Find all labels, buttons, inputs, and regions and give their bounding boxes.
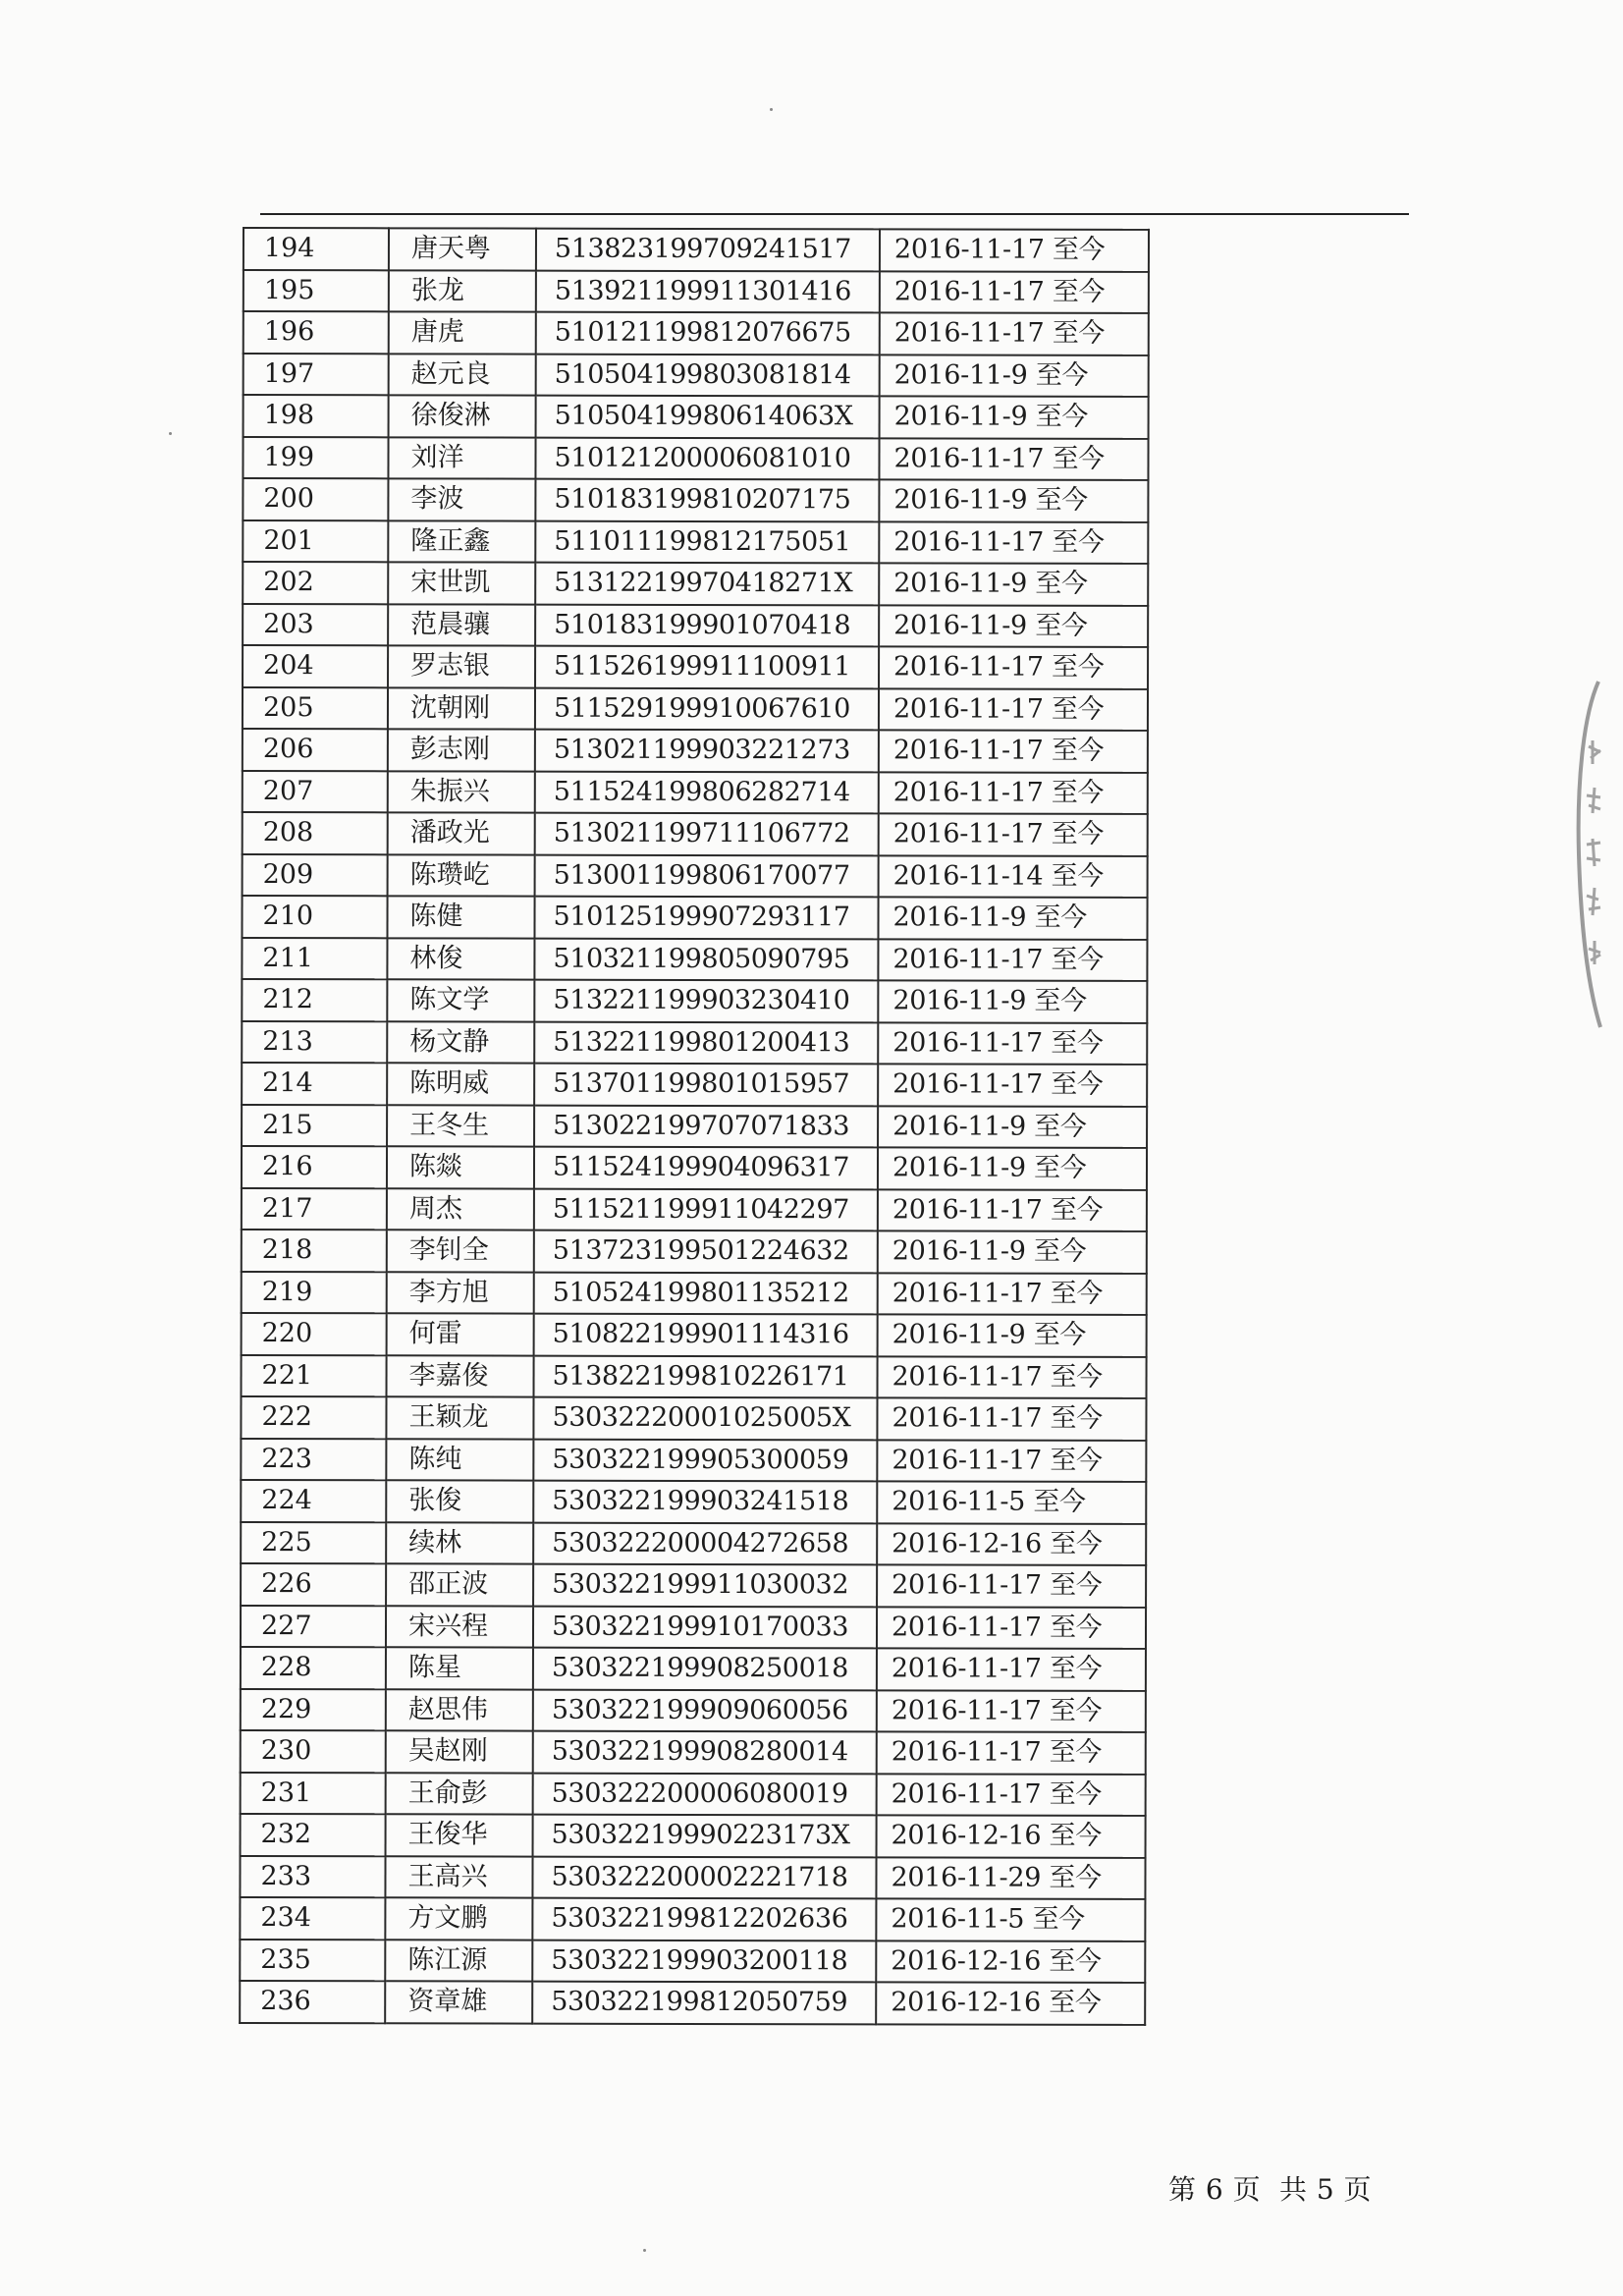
start-date: 2016-11-5 至今 bbox=[876, 1898, 1145, 1941]
person-name: 沈朝刚 bbox=[388, 687, 535, 730]
person-name: 宋世凯 bbox=[388, 562, 535, 604]
row-number: 221 bbox=[242, 1354, 387, 1396]
id-number: 513021199903221273 bbox=[535, 730, 879, 772]
id-number: 513001199806170077 bbox=[535, 854, 879, 897]
table-row bbox=[243, 354, 1149, 397]
start-date: 2016-12-16 至今 bbox=[876, 1982, 1145, 2024]
start-date: 2016-11-9 至今 bbox=[880, 396, 1149, 438]
id-number: 53032219990223173X bbox=[533, 1815, 877, 1857]
id-number: 510822199901114316 bbox=[534, 1314, 878, 1356]
row-number: 208 bbox=[243, 812, 388, 854]
row-number: 231 bbox=[241, 1772, 386, 1814]
row-number: 197 bbox=[243, 354, 389, 396]
row-number: 199 bbox=[243, 437, 388, 479]
id-number: 510183199810207175 bbox=[535, 479, 879, 521]
person-name: 陈明威 bbox=[387, 1063, 534, 1105]
id-number: 513022199707071833 bbox=[534, 1105, 878, 1147]
row-number: 210 bbox=[242, 896, 387, 938]
person-name: 资章雄 bbox=[385, 1981, 532, 2023]
table-row bbox=[241, 1688, 1146, 1731]
id-number: 511521199911042297 bbox=[534, 1188, 878, 1230]
person-name: 唐天粤 bbox=[389, 228, 536, 270]
id-number: 51050419980614063X bbox=[536, 396, 880, 438]
person-name: 潘政光 bbox=[388, 812, 535, 854]
table-row bbox=[241, 1772, 1146, 1815]
person-name: 方文鹏 bbox=[385, 1897, 532, 1940]
start-date: 2016-11-9 至今 bbox=[879, 605, 1148, 647]
row-number: 220 bbox=[242, 1313, 387, 1355]
scan-speck bbox=[770, 108, 773, 111]
table-row bbox=[243, 478, 1148, 521]
row-number: 196 bbox=[243, 311, 389, 354]
person-name: 陈纯 bbox=[386, 1439, 533, 1481]
page-footer bbox=[1168, 2168, 1372, 2208]
table-row bbox=[243, 771, 1148, 814]
person-name: 唐虎 bbox=[389, 311, 536, 354]
start-date: 2016-12-16 至今 bbox=[877, 1523, 1146, 1565]
start-date: 2016-11-17 至今 bbox=[879, 438, 1148, 480]
row-number: 218 bbox=[242, 1230, 387, 1272]
table-row bbox=[241, 1480, 1146, 1523]
id-number: 511524199806282714 bbox=[535, 771, 879, 813]
person-name: 赵元良 bbox=[389, 354, 536, 396]
table-row bbox=[242, 1354, 1147, 1397]
person-name: 李方旭 bbox=[387, 1272, 534, 1314]
person-name: 何雷 bbox=[387, 1313, 534, 1355]
start-date: 2016-11-17 至今 bbox=[877, 1397, 1146, 1440]
person-name: 陈星 bbox=[386, 1647, 533, 1689]
table-row bbox=[242, 1146, 1147, 1189]
row-number: 217 bbox=[242, 1188, 387, 1230]
id-number: 510524199801135212 bbox=[534, 1272, 878, 1314]
row-number: 200 bbox=[243, 478, 388, 520]
start-date: 2016-11-5 至今 bbox=[877, 1481, 1146, 1523]
id-number: 510121200006081010 bbox=[535, 437, 879, 479]
table-row bbox=[242, 896, 1147, 939]
person-name: 周杰 bbox=[387, 1188, 534, 1230]
table-row bbox=[242, 1105, 1147, 1148]
row-number: 194 bbox=[243, 228, 389, 270]
row-number: 225 bbox=[241, 1521, 386, 1563]
row-number: 230 bbox=[241, 1730, 386, 1773]
start-date: 2016-11-17 至今 bbox=[877, 1774, 1146, 1816]
id-number: 530322199812050759 bbox=[532, 1982, 876, 2024]
row-number: 224 bbox=[241, 1480, 386, 1522]
person-name: 李嘉俊 bbox=[387, 1355, 534, 1397]
table-row bbox=[243, 270, 1149, 313]
row-number: 198 bbox=[243, 395, 389, 437]
table-row bbox=[243, 645, 1148, 688]
row-number: 205 bbox=[243, 687, 388, 730]
person-name: 范晨骧 bbox=[388, 604, 535, 646]
person-name: 林俊 bbox=[387, 938, 534, 980]
table-row bbox=[243, 228, 1149, 271]
person-name: 邵正波 bbox=[386, 1563, 533, 1606]
row-number: 227 bbox=[241, 1605, 386, 1647]
start-date: 2016-11-17 至今 bbox=[877, 1690, 1146, 1732]
start-date: 2016-11-17 至今 bbox=[880, 229, 1149, 271]
person-name: 刘洋 bbox=[388, 437, 535, 479]
person-name: 陈江源 bbox=[385, 1940, 532, 1982]
start-date: 2016-11-17 至今 bbox=[880, 312, 1149, 355]
id-number: 530322199909060056 bbox=[533, 1689, 877, 1731]
id-number: 511011199812175051 bbox=[535, 520, 879, 563]
table-row bbox=[242, 938, 1147, 981]
table-row bbox=[243, 395, 1149, 438]
start-date: 2016-11-14 至今 bbox=[879, 855, 1148, 898]
start-date: 2016-12-16 至今 bbox=[876, 1941, 1145, 1983]
person-name: 王俞彭 bbox=[386, 1773, 533, 1815]
table-row bbox=[241, 1730, 1146, 1774]
id-number: 511524199904096317 bbox=[534, 1147, 878, 1189]
roster-table bbox=[239, 227, 1150, 2025]
start-date: 2016-11-17 至今 bbox=[878, 1273, 1147, 1315]
table-row bbox=[241, 1605, 1146, 1648]
row-number: 219 bbox=[242, 1271, 387, 1313]
table-row bbox=[240, 1897, 1145, 1941]
id-number: 510321199805090795 bbox=[534, 938, 878, 980]
table-row bbox=[242, 979, 1147, 1022]
table-row bbox=[242, 1271, 1147, 1314]
start-date: 2016-11-9 至今 bbox=[879, 479, 1148, 521]
id-number: 511526199911100911 bbox=[535, 646, 879, 688]
person-name: 陈文学 bbox=[387, 979, 534, 1021]
row-number: 228 bbox=[241, 1647, 386, 1689]
person-name: 杨文静 bbox=[387, 1021, 534, 1064]
row-number: 222 bbox=[241, 1396, 386, 1439]
person-name: 陈瓒屹 bbox=[388, 854, 535, 897]
table-row bbox=[241, 1521, 1146, 1564]
row-number: 195 bbox=[243, 270, 389, 312]
start-date: 2016-11-17 至今 bbox=[879, 813, 1148, 855]
table-row bbox=[242, 1230, 1147, 1273]
id-number: 530322199903241518 bbox=[533, 1481, 877, 1523]
row-number: 209 bbox=[243, 854, 388, 897]
start-date: 2016-11-17 至今 bbox=[879, 521, 1148, 564]
person-name: 王颖龙 bbox=[386, 1396, 533, 1439]
person-name: 张俊 bbox=[386, 1480, 533, 1522]
seal-stamp-fragment bbox=[1569, 678, 1608, 1031]
person-name: 彭志刚 bbox=[388, 729, 535, 771]
row-number: 229 bbox=[241, 1688, 386, 1730]
start-date: 2016-11-9 至今 bbox=[880, 355, 1149, 397]
person-name: 李波 bbox=[388, 478, 535, 520]
row-number: 207 bbox=[243, 771, 388, 813]
id-number: 51312219970418271X bbox=[535, 563, 879, 605]
row-number: 201 bbox=[243, 520, 388, 563]
id-number: 530322199908280014 bbox=[533, 1731, 877, 1774]
start-date: 2016-11-17 至今 bbox=[877, 1564, 1146, 1607]
table-row bbox=[243, 854, 1148, 898]
person-name: 朱振兴 bbox=[388, 771, 535, 813]
start-date: 2016-11-9 至今 bbox=[878, 897, 1147, 939]
id-number: 530322200002221718 bbox=[532, 1856, 876, 1898]
row-number: 213 bbox=[242, 1021, 387, 1064]
row-number: 232 bbox=[241, 1814, 386, 1856]
row-number: 216 bbox=[242, 1146, 387, 1188]
id-number: 513701199801015957 bbox=[534, 1064, 878, 1106]
row-number: 214 bbox=[242, 1063, 387, 1105]
table-row bbox=[243, 311, 1149, 355]
page-total: 共 5 页 bbox=[1278, 2173, 1373, 2206]
start-date: 2016-11-17 至今 bbox=[877, 1440, 1146, 1482]
table-row bbox=[241, 1814, 1146, 1857]
scan-speck bbox=[169, 432, 172, 435]
table-row bbox=[243, 812, 1148, 855]
start-date: 2016-11-17 至今 bbox=[879, 730, 1148, 772]
table-row bbox=[241, 1396, 1146, 1440]
row-number: 206 bbox=[243, 729, 388, 771]
table-row bbox=[243, 437, 1148, 480]
person-name: 罗志银 bbox=[388, 645, 535, 687]
start-date: 2016-11-9 至今 bbox=[878, 1106, 1147, 1148]
person-name: 徐俊淋 bbox=[389, 395, 536, 437]
start-date: 2016-11-29 至今 bbox=[876, 1857, 1145, 1899]
id-number: 530322199812202636 bbox=[532, 1898, 876, 1941]
person-name: 隆正鑫 bbox=[388, 520, 535, 563]
id-number: 510504199803081814 bbox=[536, 354, 880, 396]
table-row bbox=[242, 1313, 1147, 1356]
id-number: 530322200006080019 bbox=[533, 1773, 877, 1815]
row-number: 215 bbox=[242, 1105, 387, 1147]
id-number: 513921199911301416 bbox=[536, 270, 880, 312]
id-number: 511529199910067610 bbox=[535, 687, 879, 730]
id-number: 530322200004272658 bbox=[533, 1522, 877, 1564]
row-number: 233 bbox=[240, 1855, 385, 1897]
start-date: 2016-11-17 至今 bbox=[879, 688, 1148, 731]
id-number: 513021199711106772 bbox=[535, 813, 879, 855]
start-date: 2016-11-9 至今 bbox=[878, 1314, 1147, 1356]
start-date: 2016-11-17 至今 bbox=[878, 1189, 1147, 1231]
table-row bbox=[243, 604, 1148, 647]
start-date: 2016-11-17 至今 bbox=[877, 1648, 1146, 1690]
start-date: 2016-11-9 至今 bbox=[879, 563, 1148, 605]
person-name: 陈健 bbox=[387, 896, 534, 938]
table-row bbox=[242, 1063, 1147, 1106]
person-name: 张龙 bbox=[389, 270, 536, 312]
table-row bbox=[243, 520, 1148, 564]
start-date: 2016-11-17 至今 bbox=[879, 646, 1148, 688]
row-number: 211 bbox=[242, 938, 387, 980]
roster-body bbox=[240, 228, 1149, 2024]
table-row bbox=[243, 729, 1148, 772]
person-name: 赵思伟 bbox=[386, 1689, 533, 1731]
id-number: 530322199905300059 bbox=[533, 1439, 877, 1481]
row-number: 202 bbox=[243, 562, 388, 604]
row-number: 234 bbox=[240, 1897, 385, 1940]
table-row bbox=[240, 1855, 1145, 1898]
start-date: 2016-11-17 至今 bbox=[877, 1731, 1146, 1774]
id-number: 513823199709241517 bbox=[536, 229, 880, 271]
table-row bbox=[242, 1021, 1147, 1065]
start-date: 2016-11-9 至今 bbox=[878, 980, 1147, 1022]
row-number: 212 bbox=[242, 979, 387, 1021]
person-name: 王俊华 bbox=[386, 1814, 533, 1856]
row-number: 236 bbox=[240, 1981, 385, 2023]
id-number: 530322199911030032 bbox=[533, 1564, 877, 1607]
start-date: 2016-11-9 至今 bbox=[878, 1230, 1147, 1273]
id-number: 513221199801200413 bbox=[534, 1021, 878, 1064]
table-row bbox=[242, 1188, 1147, 1231]
table-row bbox=[241, 1647, 1146, 1690]
table-row bbox=[241, 1563, 1146, 1607]
row-number: 223 bbox=[241, 1438, 386, 1480]
page-number: 第 6 页 bbox=[1168, 2173, 1262, 2206]
id-number: 530322199910170033 bbox=[533, 1606, 877, 1648]
id-number: 530322199903200118 bbox=[532, 1940, 876, 1982]
id-number: 513822199810226171 bbox=[534, 1355, 878, 1397]
start-date: 2016-11-17 至今 bbox=[878, 1064, 1147, 1106]
start-date: 2016-11-17 至今 bbox=[877, 1607, 1146, 1649]
start-date: 2016-11-9 至今 bbox=[878, 1147, 1147, 1189]
table-row bbox=[240, 1939, 1145, 1982]
start-date: 2016-12-16 至今 bbox=[877, 1815, 1146, 1857]
start-date: 2016-11-17 至今 bbox=[879, 772, 1148, 814]
start-date: 2016-11-17 至今 bbox=[878, 1356, 1147, 1398]
person-name: 王高兴 bbox=[385, 1856, 532, 1898]
header-rule bbox=[260, 213, 1409, 215]
row-number: 235 bbox=[240, 1939, 385, 1981]
person-name: 陈燚 bbox=[387, 1146, 534, 1188]
person-name: 续林 bbox=[386, 1522, 533, 1564]
id-number: 513723199501224632 bbox=[534, 1230, 878, 1273]
table-row bbox=[241, 1438, 1146, 1481]
row-number: 203 bbox=[243, 604, 388, 646]
table-row bbox=[243, 562, 1148, 605]
start-date: 2016-11-17 至今 bbox=[878, 1022, 1147, 1065]
person-name: 王冬生 bbox=[387, 1105, 534, 1147]
id-number: 510121199812076675 bbox=[536, 312, 880, 355]
person-name: 吴赵刚 bbox=[386, 1730, 533, 1773]
table-row bbox=[243, 687, 1148, 731]
id-number: 53032220001025005X bbox=[533, 1397, 877, 1440]
row-number: 204 bbox=[243, 645, 388, 687]
id-number: 530322199908250018 bbox=[533, 1648, 877, 1690]
person-name: 李钊全 bbox=[387, 1230, 534, 1272]
id-number: 513221199903230410 bbox=[534, 980, 878, 1022]
row-number: 226 bbox=[241, 1563, 386, 1606]
start-date: 2016-11-17 至今 bbox=[878, 939, 1147, 981]
scan-speck bbox=[643, 2249, 646, 2252]
table-row bbox=[240, 1981, 1145, 2024]
id-number: 510183199901070418 bbox=[535, 604, 879, 646]
person-name: 宋兴程 bbox=[386, 1606, 533, 1648]
id-number: 510125199907293117 bbox=[534, 897, 878, 939]
start-date: 2016-11-17 至今 bbox=[880, 271, 1149, 313]
